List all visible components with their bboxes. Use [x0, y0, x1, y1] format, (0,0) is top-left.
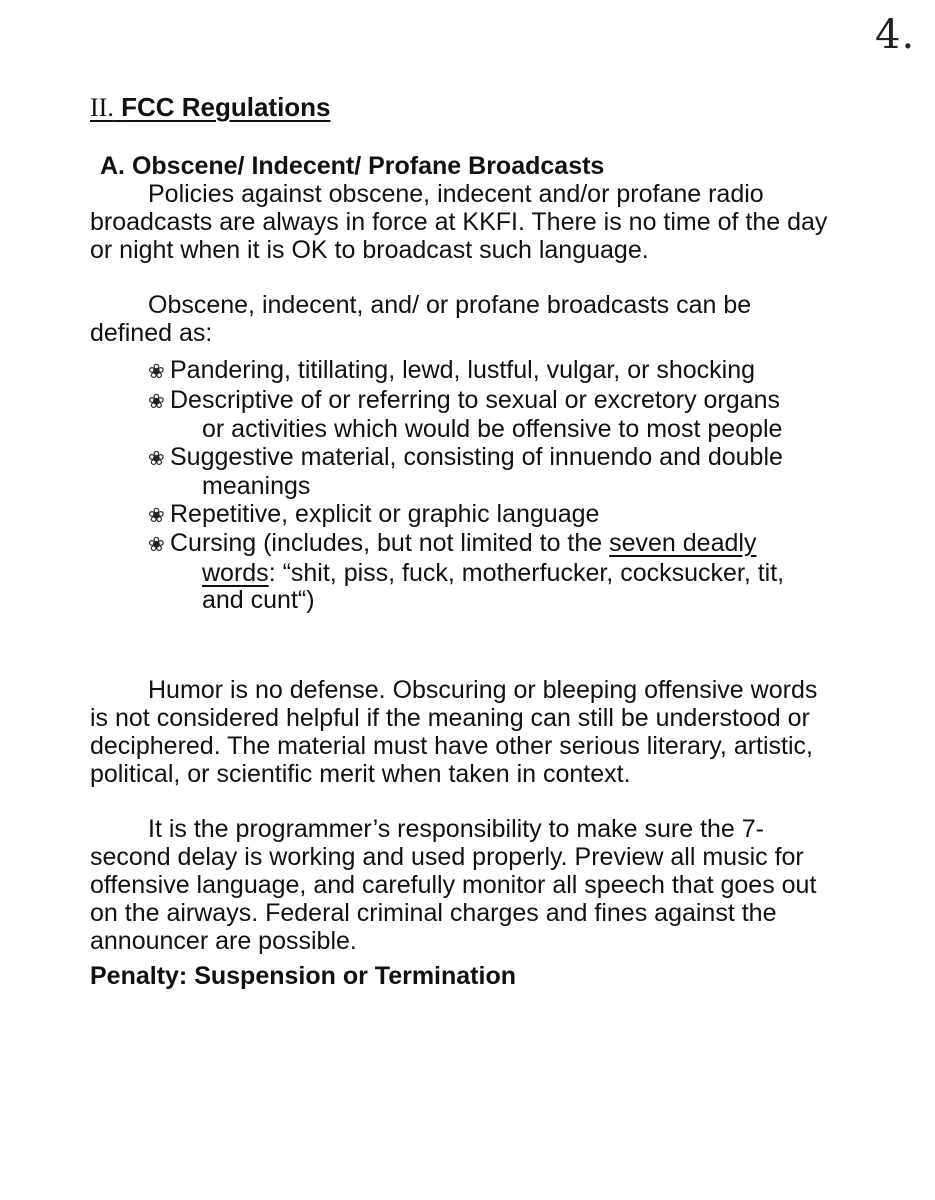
- seven-deadly-words-underlined: seven deadly words: [202, 529, 757, 587]
- section-roman-numeral: II.: [90, 93, 114, 122]
- list-item-text: Suggestive material, consisting of innuendo and double meanings: [170, 442, 783, 500]
- list-item: [148, 357, 808, 387]
- list-item: [148, 387, 808, 444]
- definition-list: [148, 357, 808, 615]
- humor-paragraph: Humor is no defense. Obscuring or bleeping offensive words is not considered helpful if the meaning can still be understood or deciphered. The material must have other serious literary, artistic, political, or scientific merit when taken in context.: [90, 676, 818, 788]
- flower-bullet-icon: ❀: [148, 534, 165, 556]
- flower-bullet-icon: ❀: [148, 390, 165, 413]
- flower-bullet-icon: ❀: [148, 361, 165, 383]
- list-item-text: Repetitive, explicit or graphic language: [170, 499, 600, 528]
- list-item: [148, 444, 808, 501]
- list-item-text: Descriptive of or referring to sexual or excretory organs or activities which would be offensive to most people: [170, 385, 783, 443]
- list-item: [148, 501, 808, 531]
- definition-intro-paragraph: Obscene, indecent, and/ or profane broadcasts can be defined as:: [90, 291, 752, 347]
- policy-paragraph: Policies against obscene, indecent and/or profane radio broadcasts are always in force at KKFI. There is no time of the day or night when it is OK to broadcast such language.: [90, 180, 828, 264]
- cursing-list-item: [148, 530, 808, 615]
- page-number: 4.: [875, 12, 916, 58]
- flower-bullet-icon: ❀: [148, 504, 165, 527]
- section-title: FCC Regulations: [121, 92, 331, 122]
- section-heading: [90, 92, 331, 123]
- programmer-responsibility-paragraph: It is the programmer’s responsibility to make sure the 7-second delay is working and used properly. Preview all music for offensive language, and carefully monitor all speech that goes out on the airways. Federal criminal charges and fines against the announcer are possible.: [90, 815, 817, 955]
- penalty-statement: Penalty: Suspension or Termination: [90, 962, 516, 990]
- cursing-prefix: Cursing (includes, but not limited to the: [170, 529, 610, 557]
- subsection-heading: A. Obscene/ Indecent/ Profane Broadcasts: [100, 152, 605, 180]
- list-item-text: Pandering, titillating, lewd, lustful, vulgar, or shocking: [170, 356, 756, 384]
- cursing-suffix: : “shit, piss, fuck, motherfucker, cocksucker, tit, and cunt“): [202, 558, 785, 614]
- flower-bullet-icon: ❀: [148, 447, 165, 470]
